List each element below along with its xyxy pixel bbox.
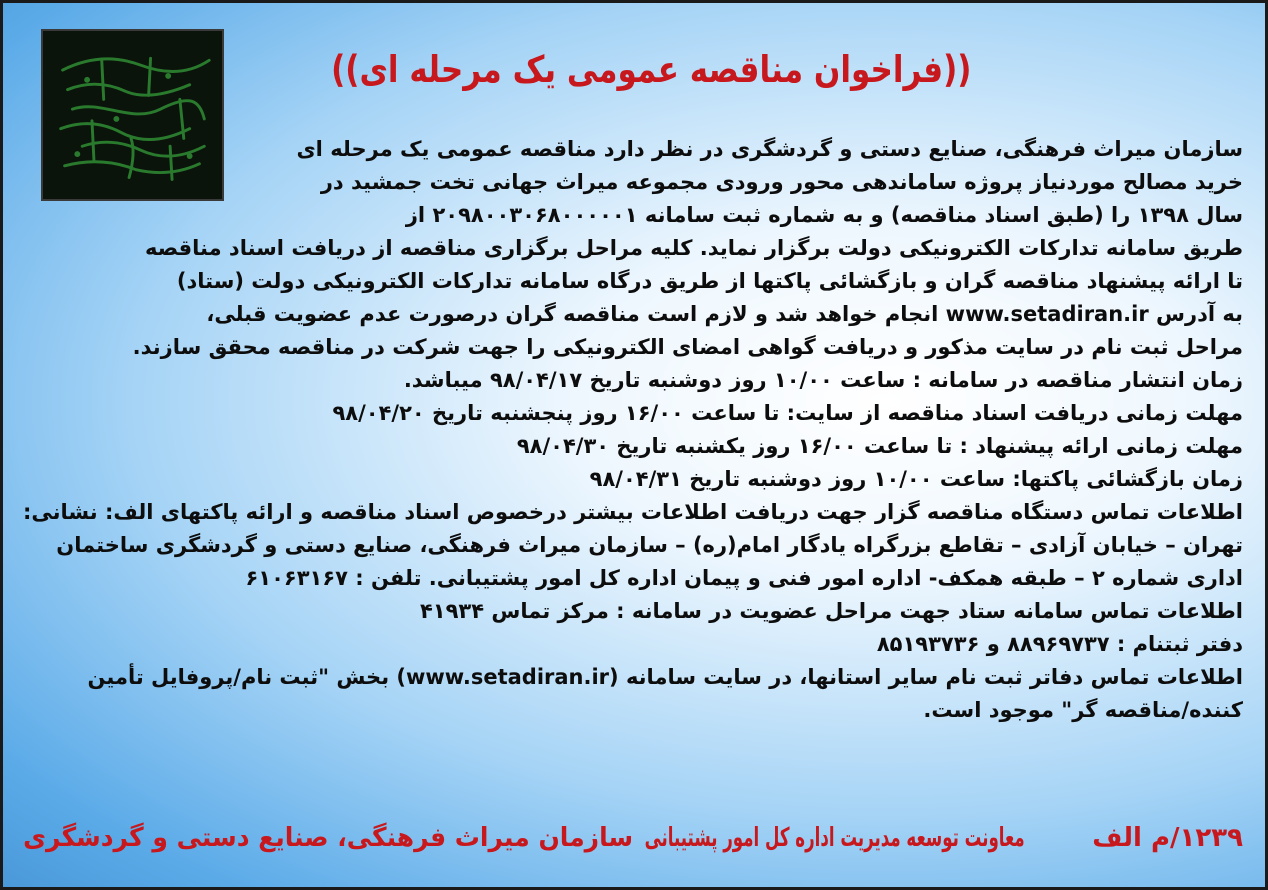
- body-line-7: مراحل ثبت نام در سایت مذکور و دریافت گواهی امضای الکترونیکی را جهت شرکت در مناقصه محقق سازند.: [132, 335, 1243, 359]
- footer-signatory: معاونت توسعه مدیریت اداره کل امور پشتیبانی: [644, 823, 1025, 853]
- footer-code: ۱۲۳۹/م الف: [1092, 823, 1243, 853]
- body-line-5: تا ارائه پیشنهاد مناقصه گران و بازگشائی پاکتها از طریق درگاه سامانه تدارکات الکترونیکی دولت (ستاد): [176, 269, 1243, 293]
- body-line-16: دفتر ثبتنام : ۸۸۹۶۹۷۳۷ و ۸۵۱۹۳۷۳۶: [876, 632, 1243, 656]
- body-line-2: خرید مصالح موردنیاز پروژه ساماندهی محور ورودی مجموعه میراث جهانی تخت جمشید در: [320, 170, 1243, 194]
- body-line-12: اطلاعات تماس دستگاه مناقصه گزار جهت دریافت اطلاعات بیشتر درخصوص اسناد مناقصه و ارائه پاکتهای الف: نشانی:: [22, 500, 1243, 524]
- body-line-4: طریق سامانه تدارکات الکترونیکی دولت برگزار نماید. کلیه مراحل برگزاری مناقصه از دریافت اسناد مناقصه: [144, 236, 1243, 260]
- body-line-17: اطلاعات تماس دفاتر ثبت نام سایر استانها، در سایت سامانه (www.setadiran.ir) بخش "ثبت نام/پروفایل تأمین: [87, 665, 1243, 689]
- calligraphy-logo-emblem: [41, 29, 224, 201]
- body-line-15: اطلاعات تماس سامانه ستاد جهت مراحل عضویت در سامانه : مرکز تماس ۴۱۹۳۴: [419, 599, 1243, 623]
- announcement-title: ((فراخوان مناقصه عمومی یک مرحله ای)): [331, 48, 972, 91]
- body-line-11: زمان بازگشائی پاکتها: ساعت ۱۰/۰۰ روز دوشنبه تاریخ ۹۸/۰۴/۳۱: [589, 467, 1243, 491]
- body-line-14: اداری شماره ۲ – طبقه همکف- اداره امور فنی و پیمان اداره کل امور پشتیبانی. تلفن : ۶۱۰۶۳۱۶۷: [245, 566, 1243, 590]
- body-line-1: سازمان میراث فرهنگی، صنایع دستی و گردشگری در نظر دارد مناقصه عمومی یک مرحله ای: [296, 137, 1243, 161]
- body-line-9: مهلت زمانی دریافت اسناد مناقصه از سایت: تا ساعت ۱۶/۰۰ روز پنجشنبه تاریخ ۹۸/۰۴/۲۰: [332, 401, 1243, 425]
- body-line-10: مهلت زمانی ارائه پیشنهاد : تا ساعت ۱۶/۰۰ روز یکشنبه تاریخ ۹۸/۰۴/۳۰: [516, 434, 1243, 458]
- footer-organization: سازمان میراث فرهنگی، صنایع دستی و گردشگری: [23, 823, 633, 853]
- body-line-13: تهران – خیابان آزادی – تقاطع بزرگراه یادگار امام(ره) – سازمان میراث فرهنگی، صنایع دستی و گردشگری ساختمان: [56, 533, 1243, 557]
- body-line-8: زمان انتشار مناقصه در سامانه : ساعت ۱۰/۰۰ روز دوشنبه تاریخ ۹۸/۰۴/۱۷ میباشد.: [403, 368, 1243, 392]
- calligraphy-logo-icon: [43, 31, 222, 199]
- body-line-3: سال ۱۳۹۸ را (طبق اسناد مناقصه) و به شماره ثبت سامانه ۲۰۹۸۰۰۳۰۶۸۰۰۰۰۰۱ از: [405, 203, 1243, 227]
- body-line-18: کننده/مناقصه گر" موجود است.: [923, 698, 1243, 722]
- body-line-6: به آدرس www.setadiran.ir انجام خواهد شد و لازم است مناقصه گران درصورت عدم عضویت قبلی،: [206, 302, 1243, 326]
